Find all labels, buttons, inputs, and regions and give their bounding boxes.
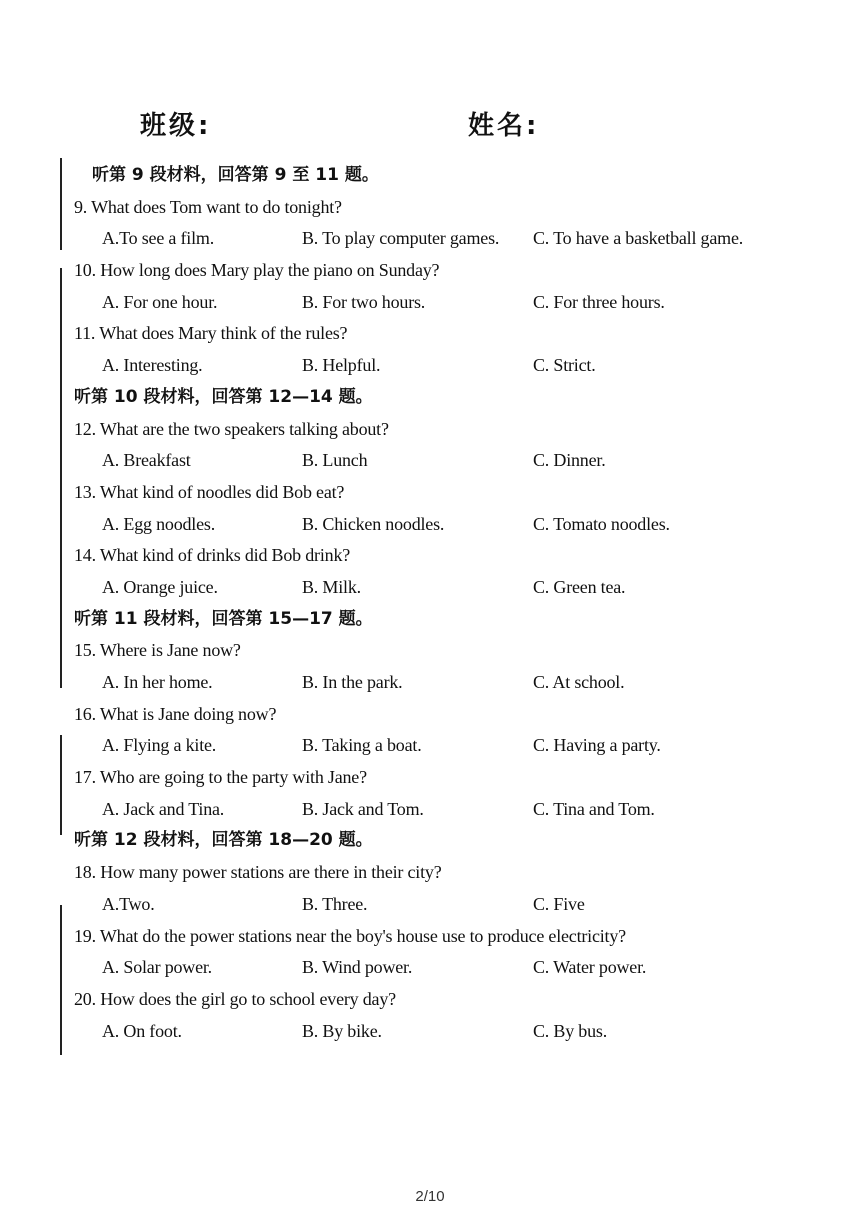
option-a: A.Two. bbox=[102, 893, 155, 914]
margin-line bbox=[60, 735, 62, 835]
options-row bbox=[74, 509, 794, 541]
option-c: C. Green tea. bbox=[533, 576, 626, 597]
option-c: C. To have a basketball game. bbox=[533, 228, 744, 249]
option-b: B. Jack and Tom. bbox=[302, 798, 424, 819]
option-c: C. Strict. bbox=[533, 355, 596, 376]
question-12: 12. What are the two speakers talking about? bbox=[74, 418, 389, 439]
option-c: C. Having a party. bbox=[533, 735, 661, 756]
option-c: C. Five bbox=[533, 893, 585, 914]
option-a: A. Flying a kite. bbox=[102, 735, 217, 756]
option-b: B. By bike. bbox=[302, 1020, 382, 1041]
options-row bbox=[74, 730, 794, 762]
name-label: 姓名: bbox=[468, 111, 540, 141]
question-18: 18. How many power stations are there in their city? bbox=[74, 862, 442, 883]
option-b: B. Taking a boat. bbox=[302, 735, 422, 756]
question-10: 10. How long does Mary play the piano on Sunday? bbox=[74, 260, 440, 281]
question-14: 14. What kind of drinks did Bob drink? bbox=[74, 545, 351, 566]
margin-line bbox=[60, 905, 62, 1055]
option-a: A. Orange juice. bbox=[102, 576, 218, 597]
option-b: B. Helpful. bbox=[302, 355, 381, 376]
option-b: B. To play computer games. bbox=[302, 228, 500, 249]
option-a: A. Interesting. bbox=[102, 355, 203, 376]
options-row bbox=[74, 287, 794, 319]
question-11: 11. What does Mary think of the rules? bbox=[74, 323, 348, 344]
option-b: B. Chicken noodles. bbox=[302, 513, 445, 534]
options-row bbox=[74, 667, 794, 699]
student-info-header bbox=[0, 105, 860, 149]
question-20: 20. How does the girl go to school every day? bbox=[74, 988, 396, 1009]
margin-line bbox=[60, 158, 62, 250]
question-13: 13. What kind of noodles did Bob eat? bbox=[74, 481, 345, 502]
option-a: A. For one hour. bbox=[102, 291, 218, 312]
options-row bbox=[74, 952, 794, 984]
options-row bbox=[74, 1016, 794, 1048]
option-a: A. On foot. bbox=[102, 1020, 182, 1041]
options-row bbox=[74, 889, 794, 921]
option-b: B. Milk. bbox=[302, 576, 361, 597]
section-heading: 听第 9 段材料，回答第 9 至 11 题。 bbox=[92, 165, 379, 185]
option-b: B. Wind power. bbox=[302, 957, 413, 978]
option-c: C. Dinner. bbox=[533, 450, 606, 471]
option-b: B. In the park. bbox=[302, 672, 403, 692]
option-a: A. Egg noodles. bbox=[102, 513, 215, 534]
option-a: A. In her home. bbox=[102, 672, 213, 692]
page-number: 2/10 bbox=[415, 1188, 445, 1205]
margin-line bbox=[60, 268, 62, 688]
option-a: A. Breakfast bbox=[102, 450, 191, 471]
section-heading: 听第 10 段材料，回答第 12—14 题。 bbox=[74, 386, 373, 407]
question-9: 9. What does Tom want to do tonight? bbox=[74, 196, 342, 217]
class-label: 班级: bbox=[140, 111, 212, 141]
option-c: C. For three hours. bbox=[533, 291, 665, 312]
options-row bbox=[74, 794, 794, 826]
listening-questions bbox=[74, 160, 794, 1047]
question-19: 19. What do the power stations near the boy's house use to produce electricity? bbox=[74, 925, 626, 946]
options-row bbox=[74, 223, 794, 255]
option-c: C. Tina and Tom. bbox=[533, 798, 655, 819]
question-16: 16. What is Jane doing now? bbox=[74, 703, 277, 724]
option-c: C. Water power. bbox=[533, 957, 647, 978]
section-heading: 听第 11 段材料，回答第 15—17 题。 bbox=[74, 608, 373, 629]
question-15: 15. Where is Jane now? bbox=[74, 640, 241, 661]
option-b: B. For two hours. bbox=[302, 291, 426, 312]
options-row bbox=[74, 350, 794, 382]
option-c: C. Tomato noodles. bbox=[533, 513, 670, 534]
option-a: A. Jack and Tina. bbox=[102, 798, 225, 819]
option-c: C. At school. bbox=[533, 672, 625, 692]
options-row bbox=[74, 445, 794, 477]
option-b: B. Lunch bbox=[302, 450, 368, 471]
option-a: A. Solar power. bbox=[102, 957, 212, 978]
option-a: A.To see a film. bbox=[102, 228, 215, 249]
section-heading: 听第 12 段材料，回答第 18—20 题。 bbox=[74, 830, 373, 851]
option-b: B. Three. bbox=[302, 893, 368, 914]
question-17: 17. Who are going to the party with Jane? bbox=[74, 767, 367, 788]
option-c: C. By bus. bbox=[533, 1020, 608, 1041]
options-row bbox=[74, 572, 794, 604]
